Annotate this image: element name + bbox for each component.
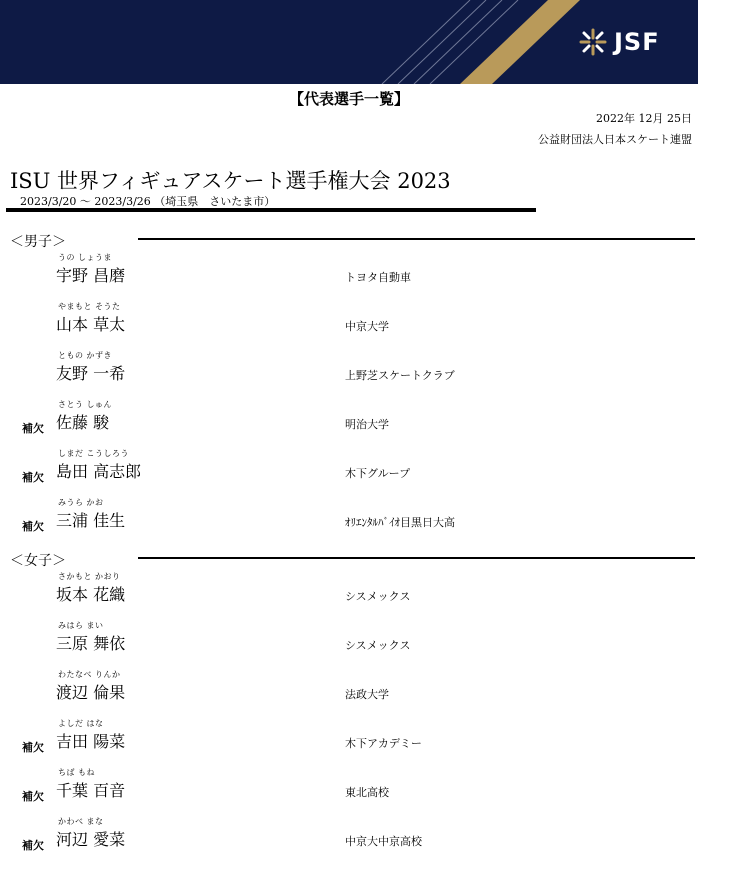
men-entry [0,446,698,490]
reserve-label: 補欠 [22,471,44,484]
affiliation: 明治大学 [345,418,389,431]
men-entry [0,495,698,539]
men-heading: ＜男子＞ [10,234,66,250]
skater-name: 河辺 愛菜 [56,830,126,849]
women-section-rule [138,557,695,559]
affiliation: ｵﾘｴﾝﾀﾙﾊﾞｲｵ目黒日大高 [345,516,455,529]
skater-name: 千葉 百音 [56,781,126,800]
title-underline [6,208,536,212]
skater-name: 三浦 佳生 [56,511,126,530]
organization-name: 公益財団法人日本スケート連盟 [538,133,692,146]
furigana: さかもと かおり [58,572,121,581]
men-entry [0,299,698,343]
furigana: うの しょうま [58,253,113,262]
women-entry [0,765,698,809]
men-entry [0,250,698,294]
furigana: しまだ こうしろう [58,449,130,458]
skater-name: 友野 一希 [56,364,126,383]
furigana: さとう しゅん [58,400,113,409]
affiliation: 中京大学 [345,320,389,333]
skater-name: 宇野 昌磨 [56,266,126,285]
affiliation: シスメックス [345,639,411,652]
affiliation: 法政大学 [345,688,389,701]
affiliation: トヨタ自動車 [345,271,411,284]
list-title: 【代表選手一覧】 [288,90,409,108]
women-entry [0,814,698,858]
skater-name: 吉田 陽菜 [56,732,126,751]
women-entry [0,667,698,711]
men-section-rule [138,238,695,240]
women-heading: ＜女子＞ [10,553,66,569]
women-entry [0,569,698,613]
women-entry [0,716,698,760]
logo-text: JSF [614,28,660,56]
affiliation: 中京大中京高校 [345,835,422,848]
skater-name: 三原 舞依 [56,634,126,653]
reserve-label: 補欠 [22,422,44,435]
jsf-logo [578,24,660,60]
event-subtitle: 2023/3/20 ～ 2023/3/26 （埼玉県 さいたま市） [20,195,276,208]
skater-name: 渡辺 倫果 [56,683,126,702]
men-entry [0,397,698,441]
reserve-label: 補欠 [22,839,44,852]
furigana: やまもと そうた [58,302,121,311]
reserve-label: 補欠 [22,790,44,803]
women-entry [0,618,698,662]
header-banner [0,0,698,84]
affiliation: 木下アカデミー [345,737,422,750]
furigana: かわべ まな [58,817,104,826]
furigana: みうら かお [58,498,104,507]
affiliation: 東北高校 [345,786,389,799]
affiliation: 木下グループ [345,467,411,480]
skater-name: 島田 高志郎 [56,462,142,481]
event-title: ISU 世界フィギュアスケート選手権大会 2023 [10,169,451,193]
skater-name: 佐藤 駿 [56,413,110,432]
affiliation: シスメックス [345,590,411,603]
jsf-star-icon [578,27,608,57]
skater-name: 山本 草太 [56,315,126,334]
skater-name: 坂本 花織 [56,585,126,604]
affiliation: 上野芝スケートクラブ [345,369,455,382]
furigana: わたなべ りんか [58,670,121,679]
furigana: よしだ はな [58,719,104,728]
furigana: ちば もね [58,768,96,777]
issue-date: 2022年 12月 25日 [596,112,692,125]
furigana: ともの かずき [58,351,113,360]
reserve-label: 補欠 [22,741,44,754]
men-entry [0,348,698,392]
reserve-label: 補欠 [22,520,44,533]
furigana: みはら まい [58,621,104,630]
